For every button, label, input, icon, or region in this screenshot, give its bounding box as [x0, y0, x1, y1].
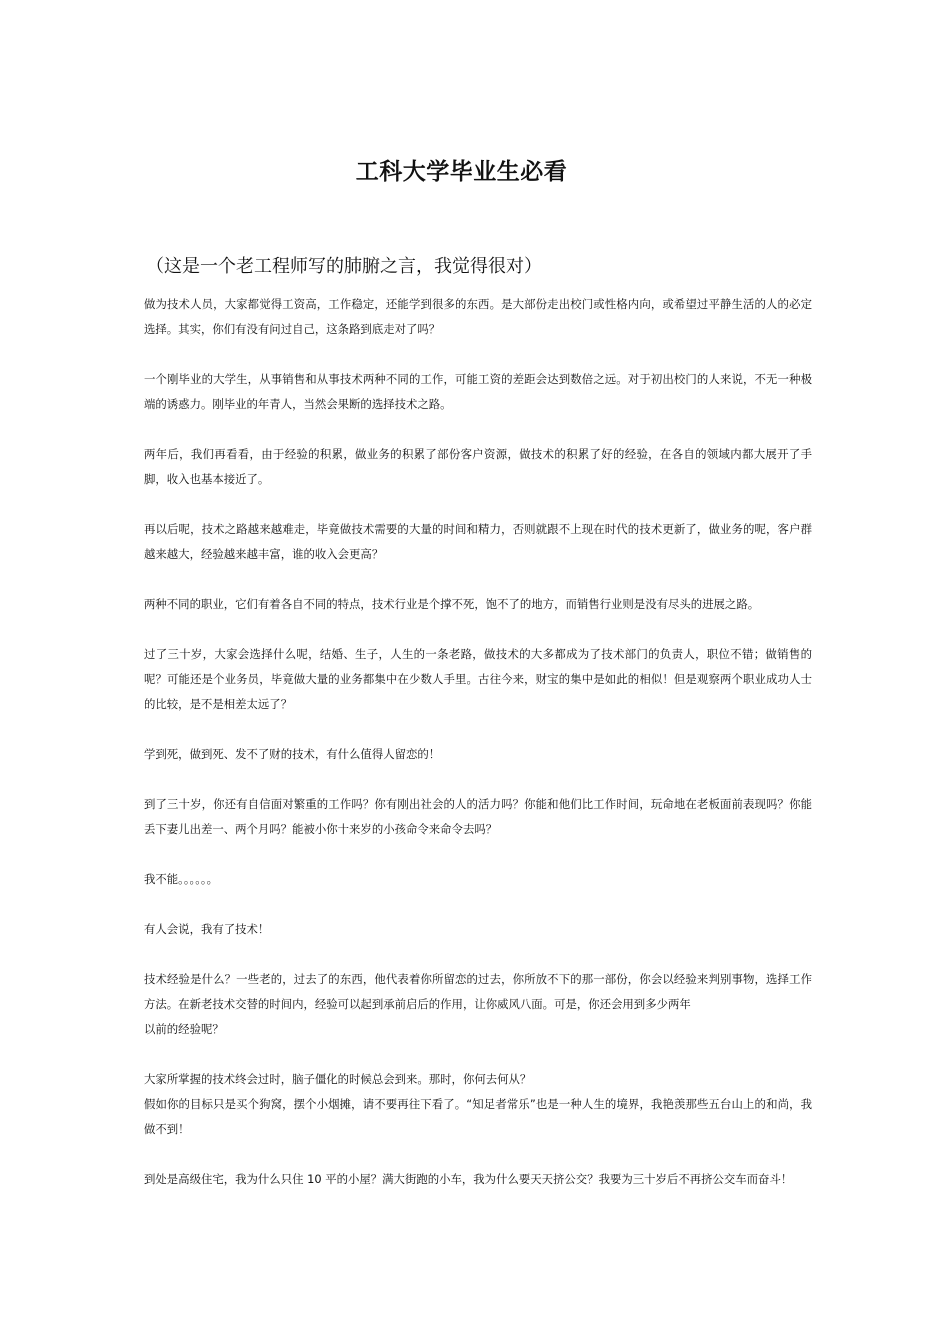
paragraph-line: 过了三十岁，大家会选择什么呢，结婚、生子，人生的一条老路，做技术的大多都成为了技术部门的负责人，职位不错；做销售的呢？可能还是个业务员，毕竟做大量的业务都集中在少数人手里。古往今来，财宝的集中是如此的相似！但是观察两个职业成功人士的比较，是不是相差太远了？: [144, 647, 812, 711]
paragraph-line: 以前的经验呢？: [144, 1022, 224, 1036]
paragraph-line: 两年后，我们再看看，由于经验的积累，做业务的积累了部份客户资源，做技术的积累了好的经验，在各自的领域内都大展开了手脚，收入也基本接近了。: [144, 447, 812, 486]
body-paragraph: [144, 1167, 812, 1192]
paragraph-line: 做为技术人员，大家都觉得工资高，工作稳定，还能学到很多的东西。是大部份走出校门或性格内向，或希望过平静生活的人的必定选择。其实，你们有没有问过自己，这条路到底走对了吗？: [144, 297, 812, 336]
paragraph-line: 技术经验是什么？一些老的，过去了的东西，他代表着你所留恋的过去，你所放不下的那一部份，你会以经验来判别事物，选择工作方法。在新老技术交替的时间内，经验可以起到承前启后的作用，让你威风八面。可是，你还会用到多少两年: [144, 972, 812, 1011]
body-paragraph: [144, 792, 812, 842]
body-paragraph: [144, 367, 812, 417]
body-paragraph: [144, 442, 812, 492]
paragraph-line: 再以后呢，技术之路越来越难走，毕竟做技术需要的大量的时间和精力，否则就跟不上现在时代的技术更新了，做业务的呢，客户群越来越大，经验越来越丰富，谁的收入会更高？: [144, 522, 812, 561]
paragraph-line: 学到死，做到死、发不了财的技术，有什么值得人留恋的！: [144, 747, 441, 761]
body-paragraph: [144, 292, 812, 342]
body-paragraph: [144, 517, 812, 567]
body-paragraph: [144, 642, 812, 717]
paragraph-line: 到处是高级住宅，我为什么只住 10 平的小屋？满大街跑的小车，我为什么要天天挤公交？我要为三十岁后不再挤公交车而奋斗！: [144, 1172, 793, 1186]
body-paragraph: [144, 917, 812, 942]
body-paragraph: [144, 967, 812, 1042]
body-paragraph: [144, 742, 812, 767]
paragraph-line: 大家所掌握的技术终会过时，脑子僵化的时候总会到来。那时，你何去何从？: [144, 1072, 532, 1086]
paragraph-line: 到了三十岁，你还有自信面对繁重的工作吗？你有刚出社会的人的活力吗？你能和他们比工作时间，玩命地在老板面前表现吗？你能丢下妻儿出差一、两个月吗？能被小你十来岁的小孩命令来命令去吗？: [144, 797, 812, 836]
paragraph-line: 我不能。。。。。。: [144, 872, 219, 886]
document-subtitle: （这是一个老工程师写的肺腑之言，我觉得很对）: [146, 256, 542, 277]
body-paragraph: [144, 592, 812, 617]
paragraph-line: 一个刚毕业的大学生，从事销售和从事技术两种不同的工作，可能工资的差距会达到数倍之远。对于初出校门的人来说，不无一种极端的诱惑力。刚毕业的年青人，当然会果断的选择技术之路。: [144, 372, 812, 411]
document-body: [144, 292, 812, 1217]
paragraph-line: 有人会说，我有了技术！: [144, 922, 270, 936]
body-paragraph: [144, 1067, 812, 1142]
document-title: 工科大学毕业生必看: [355, 159, 568, 185]
body-paragraph: [144, 867, 812, 892]
paragraph-line: 两种不同的职业，它们有着各自不同的特点，技术行业是个撑不死，饱不了的地方，而销售行业则是没有尽头的进展之路。: [144, 597, 760, 611]
paragraph-line: 假如你的目标只是买个狗窝，摆个小烟摊，请不要再往下看了。“知足者常乐”也是一种人生的境界，我艳羡那些五台山上的和尚，我做不到！: [144, 1097, 812, 1136]
